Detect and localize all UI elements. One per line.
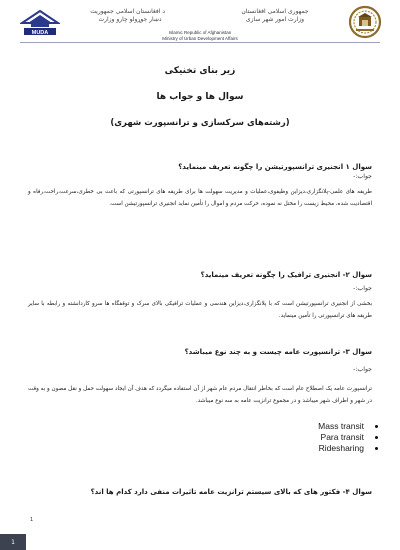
header-fa-right-line1: جمهوری اسلامی افغانستان [241, 8, 309, 15]
list-item [258, 421, 378, 432]
answer-label-2: جواب:- [353, 285, 372, 292]
bullet-icon [375, 436, 378, 439]
title-line3: (رشته‌های سرکسازی و ترانسپورت شهری) [110, 118, 290, 128]
header-en [140, 30, 260, 41]
title-line1: زیر بنای تخنیکی [164, 66, 236, 76]
afghanistan-emblem-icon [347, 5, 383, 39]
muda-logo [20, 9, 60, 35]
header-fa-right [230, 8, 320, 24]
list-item-text: Ridesharing [318, 443, 364, 453]
page-number: 1 [30, 517, 34, 523]
page-indicator-tab[interactable]: 1 [0, 534, 26, 550]
section-2 [28, 270, 372, 322]
answer-label-3: جواب:- [353, 366, 372, 373]
list-item-text: Mass transit [318, 421, 364, 431]
document-titles [0, 64, 400, 130]
header-en-line1: Islamic Republic of Afghanistan [168, 30, 232, 35]
transit-types-list [258, 421, 378, 454]
question-2: سوال ۲- انجنیری ترافیک را چگونه تعریف مینماید؟ [200, 271, 372, 279]
list-item [258, 443, 378, 454]
question-4: سوال ۴- فکتور های که بالای سیستم ترانزیت عامه تاثیرات منفی دارد کدام ها اند؟ [90, 488, 372, 496]
question-3: سوال ۳- ترانسپورت عامه چیست و به چند نوع میباشد؟ [184, 348, 372, 356]
section-1 [28, 162, 372, 210]
list-item-text: Para transit [320, 432, 364, 442]
answer-3: ترانسپورت عامه یک اصطلاح عام است که بخاطر انتقال مردم عام شهر از آن استفاده میگردد که هدف آن ایجاد سهولت حمل و نقل مصون و به وقت در شهر و اطراف شهر میباشد و در مجموع ترانزیت عامه به سه نوع میباشد. [28, 386, 372, 404]
header-fa-left-line2: دښار جوړولو چارو وزارت [98, 16, 162, 23]
header-en-line2: Ministry of Urban Development Affairs [162, 35, 238, 41]
section-3 [28, 347, 372, 407]
answer-1: طریقه های علمی-پلانگزاری،دیزاین وظیفوی،عملیات و مدیریت سهولت ها برای طریقه های ترانسپورتی که باعث بی خطری،سرعت،راحت،رفاه و اقتصادیت شده، محیط زیست را مختل نه نموده، حرکت مردم و اموال را تأمین نماید انجنیری ترانسپورتیشن است. [28, 189, 372, 207]
bullet-icon [375, 425, 378, 428]
header-fa-right-line2: وزارت امور شهر سازی [245, 16, 305, 23]
header-fa-left-line1: د افغانستان اسلامی جمهوریت [90, 8, 165, 15]
bullet-icon [375, 447, 378, 450]
header-fa-left [90, 8, 165, 24]
list-item [258, 432, 378, 443]
section-4 [28, 487, 372, 497]
answer-label-1: جواب:- [353, 173, 372, 180]
muda-logo-caption: MUDA [31, 30, 49, 35]
question-1: سوال ۱ انجنیری ترانسپورتیشن را چگونه تعریف مینماید؟ [178, 163, 372, 171]
title-line2: سوال ها و جواب ها [156, 92, 244, 102]
header-divider [20, 42, 380, 43]
letterhead [0, 0, 400, 42]
answer-2: بخشی از انجنیری ترانسپورتیشن است که با پلانگزاری،دیزاین هندسی و عملیات ترافیکی بالای سرک و توقفگاه ها سرو کاردانشته و رابطه با سایر طریقه های ترانسپورتی را تأمین مینماید. [28, 301, 372, 319]
